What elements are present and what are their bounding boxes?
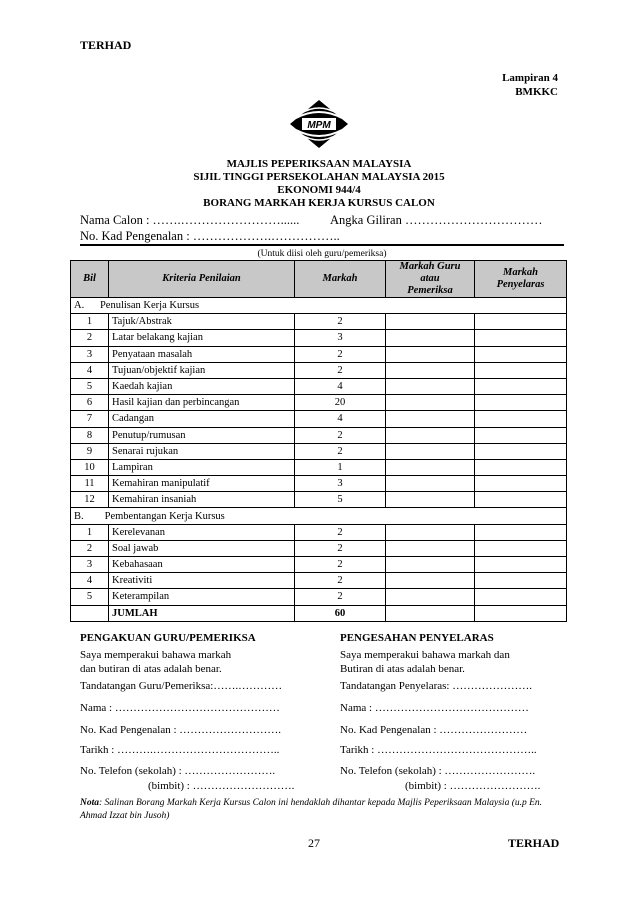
row-bil: 2 — [71, 540, 109, 556]
row-guru-mark-cell[interactable] — [386, 362, 475, 378]
row-guru-mark-cell[interactable] — [386, 524, 475, 540]
row-kriteria: Soal jawab — [109, 540, 295, 556]
marks-table — [70, 260, 567, 622]
table-row — [71, 378, 567, 394]
row-bil: 2 — [71, 330, 109, 346]
row-guru-mark-cell[interactable] — [386, 427, 475, 443]
coordinator-signature-field[interactable]: Tandatangan Penyelaras: …………………. — [340, 680, 532, 692]
table-row — [71, 492, 567, 508]
row-kriteria: Kreativiti — [109, 573, 295, 589]
total-label: JUMLAH — [109, 605, 295, 621]
row-guru-mark-cell[interactable] — [386, 492, 475, 508]
row-kriteria: Keterampilan — [109, 589, 295, 605]
table-row — [71, 589, 567, 605]
row-guru-mark-cell[interactable] — [386, 443, 475, 459]
row-guru-mark-cell[interactable] — [386, 346, 475, 362]
row-kriteria: Kerelevanan — [109, 524, 295, 540]
teacher-declaration-heading: PENGAKUAN GURU/PEMERIKSA — [80, 632, 256, 644]
row-coordinator-mark-cell[interactable] — [475, 378, 567, 394]
row-bil: 4 — [71, 362, 109, 378]
row-markah: 2 — [295, 443, 386, 459]
row-kriteria: Kemahiran manipulatif — [109, 476, 295, 492]
logo-text: MPM — [307, 120, 331, 131]
row-kriteria: Penyataan masalah — [109, 346, 295, 362]
table-row — [71, 330, 567, 346]
row-kriteria: Kaedah kajian — [109, 378, 295, 394]
row-guru-mark-cell[interactable] — [386, 557, 475, 573]
header-markah: Markah — [295, 261, 386, 298]
header-penyelaras-line2: Penyelaras — [496, 279, 545, 290]
row-markah: 2 — [295, 557, 386, 573]
row-kriteria: Lampiran — [109, 459, 295, 475]
section-row — [71, 508, 567, 524]
mpm-logo-icon — [288, 98, 350, 150]
teacher-signature-field[interactable]: Tandatangan Guru/Pemeriksa:…….………… — [80, 680, 283, 692]
row-coordinator-mark-cell[interactable] — [475, 573, 567, 589]
row-coordinator-mark-cell[interactable] — [475, 476, 567, 492]
header-penyelaras — [475, 261, 567, 298]
row-guru-mark-cell[interactable] — [386, 540, 475, 556]
row-kriteria: Hasil kajian dan perbincangan — [109, 395, 295, 411]
row-guru-mark-cell[interactable] — [386, 378, 475, 394]
row-markah: 2 — [295, 524, 386, 540]
row-kriteria: Tujuan/objektif kajian — [109, 362, 295, 378]
restricted-label-top: TERHAD — [80, 38, 132, 52]
row-coordinator-mark-cell[interactable] — [475, 314, 567, 330]
row-coordinator-mark-cell[interactable] — [475, 346, 567, 362]
section-a-label: A. Penulisan Kerja Kursus — [71, 298, 567, 314]
appendix-number: Lampiran 4 — [502, 72, 558, 84]
table-header-row — [71, 261, 567, 298]
row-markah: 3 — [295, 476, 386, 492]
row-coordinator-mark-cell[interactable] — [475, 443, 567, 459]
row-markah: 1 — [295, 459, 386, 475]
row-bil: 5 — [71, 589, 109, 605]
divider — [80, 244, 564, 246]
teacher-phone-mobile-field[interactable]: (bimbit) : ………………………. — [148, 780, 295, 792]
appendix-label — [502, 71, 558, 99]
row-guru-mark-cell[interactable] — [386, 395, 475, 411]
row-bil: 6 — [71, 395, 109, 411]
coordinator-date-field[interactable]: Tarikh : …………………………………….. — [340, 744, 537, 756]
row-guru-mark-cell[interactable] — [386, 314, 475, 330]
title-exam: SIJIL TINGGI PERSEKOLAHAN MALAYSIA 2015 — [193, 171, 445, 183]
coordinator-name-field[interactable]: Nama : …………………………………… — [340, 702, 529, 714]
row-bil: 5 — [71, 378, 109, 394]
section-row — [71, 298, 567, 314]
coordinator-text-1: Saya memperakui bahawa markah dan — [340, 649, 510, 661]
form-title-block — [80, 158, 558, 210]
row-markah: 2 — [295, 589, 386, 605]
table-row — [71, 411, 567, 427]
form-code: BMKKC — [515, 86, 558, 98]
row-markah: 2 — [295, 573, 386, 589]
table-row — [71, 395, 567, 411]
page-number: 27 — [308, 836, 320, 850]
table-row — [71, 346, 567, 362]
title-form: BORANG MARKAH KERJA KURSUS CALON — [203, 197, 435, 209]
table-row — [71, 443, 567, 459]
row-kriteria: Tajuk/Abstrak — [109, 314, 295, 330]
row-bil: 1 — [71, 524, 109, 540]
row-bil: 7 — [71, 411, 109, 427]
row-markah: 4 — [295, 411, 386, 427]
teacher-declaration-text-2: dan butiran di atas adalah benar. — [80, 663, 222, 675]
row-coordinator-mark-cell[interactable] — [475, 459, 567, 475]
row-kriteria: Penutup/rumusan — [109, 427, 295, 443]
note — [80, 797, 560, 823]
row-markah: 3 — [295, 330, 386, 346]
row-coordinator-mark-cell[interactable] — [475, 411, 567, 427]
row-guru-mark-cell[interactable] — [386, 330, 475, 346]
row-guru-mark-cell[interactable] — [386, 573, 475, 589]
teacher-date-field[interactable]: Tarikh : ……….…………………………….. — [80, 744, 280, 756]
table-row — [71, 476, 567, 492]
row-markah: 4 — [295, 378, 386, 394]
row-guru-mark-cell[interactable] — [386, 476, 475, 492]
header-penyelaras-line1: Markah — [502, 267, 538, 278]
note-text: : Salinan Borang Markah Kerja Kursus Calon ini hendaklah dihantar kepada Majlis Peperiksaan Malaysia (u.p En. Ahmad Izzat bin Jusoh) — [80, 798, 543, 821]
row-bil: 9 — [71, 443, 109, 459]
coordinator-verification-heading: PENGESAHAN PENYELARAS — [340, 632, 494, 644]
row-markah: 2 — [295, 540, 386, 556]
total-row — [71, 605, 567, 621]
title-subject: EKONOMI 944/4 — [277, 184, 361, 196]
row-markah: 2 — [295, 427, 386, 443]
note-label: Nota — [80, 798, 99, 808]
row-markah: 2 — [295, 314, 386, 330]
table-body — [71, 298, 567, 622]
row-bil: 3 — [71, 557, 109, 573]
row-markah: 2 — [295, 362, 386, 378]
row-bil: 1 — [71, 314, 109, 330]
row-coordinator-mark-cell[interactable] — [475, 492, 567, 508]
row-guru-mark-cell[interactable] — [386, 411, 475, 427]
total-value: 60 — [295, 605, 386, 621]
row-coordinator-mark-cell[interactable] — [475, 362, 567, 378]
teacher-declaration-text-1: Saya memperakui bahawa markah — [80, 649, 232, 661]
header-kriteria: Kriteria Penilaian — [109, 261, 295, 298]
row-coordinator-mark-cell[interactable] — [475, 395, 567, 411]
table-row — [71, 427, 567, 443]
coordinator-text-2: Butiran di atas adalah benar. — [340, 663, 465, 675]
row-coordinator-mark-cell[interactable] — [475, 524, 567, 540]
candidate-name-field[interactable]: Nama Calon : …….……………………...... — [80, 213, 300, 227]
row-markah: 2 — [295, 346, 386, 362]
total-guru-cell[interactable] — [386, 605, 475, 621]
row-coordinator-mark-cell[interactable] — [475, 540, 567, 556]
fill-instruction: (Untuk diisi oleh guru/pemeriksa) — [257, 249, 387, 259]
row-kriteria: Senarai rujukan — [109, 443, 295, 459]
row-bil: 8 — [71, 427, 109, 443]
section-b-label: B. Pembentangan Kerja Kursus — [71, 508, 567, 524]
header-bil: Bil — [71, 261, 109, 298]
row-kriteria: Latar belakang kajian — [109, 330, 295, 346]
row-coordinator-mark-cell[interactable] — [475, 330, 567, 346]
total-coordinator-cell[interactable] — [475, 605, 567, 621]
row-coordinator-mark-cell[interactable] — [475, 589, 567, 605]
table-row — [71, 557, 567, 573]
row-coordinator-mark-cell[interactable] — [475, 557, 567, 573]
row-bil: 10 — [71, 459, 109, 475]
restricted-label-bottom: TERHAD — [508, 836, 560, 850]
table-row — [71, 524, 567, 540]
coordinator-phone-school-field[interactable]: No. Telefon (sekolah) : ……………………. — [340, 765, 536, 777]
header-guru-line1: Markah Guru atau — [399, 261, 461, 284]
total-empty-cell — [71, 605, 109, 621]
row-markah: 20 — [295, 395, 386, 411]
teacher-phone-school-field[interactable]: No. Telefon (sekolah) : ……………………. — [80, 765, 276, 777]
header-guru — [386, 261, 475, 298]
row-bil: 4 — [71, 573, 109, 589]
row-markah: 5 — [295, 492, 386, 508]
title-council: MAJLIS PEPERIKSAAN MALAYSIA — [226, 158, 412, 170]
coordinator-ic-field[interactable]: No. Kad Pengenalan : …………………… — [340, 724, 528, 736]
row-bil: 12 — [71, 492, 109, 508]
teacher-name-field[interactable]: Nama : ……………………………………… — [80, 702, 280, 714]
row-bil: 3 — [71, 346, 109, 362]
row-bil: 11 — [71, 476, 109, 492]
table-row — [71, 573, 567, 589]
table-row — [71, 459, 567, 475]
row-kriteria: Kebahasaan — [109, 557, 295, 573]
coordinator-phone-mobile-field[interactable]: (bimbit) : ……………………. — [405, 780, 541, 792]
row-kriteria: Kemahiran insaniah — [109, 492, 295, 508]
row-guru-mark-cell[interactable] — [386, 589, 475, 605]
table-row — [71, 540, 567, 556]
header-guru-line2: Pemeriksa — [407, 285, 453, 296]
index-number-field[interactable]: Angka Giliran …………………………… — [330, 213, 543, 227]
table-row — [71, 362, 567, 378]
teacher-ic-field[interactable]: No. Kad Pengenalan : ………………………. — [80, 724, 282, 736]
ic-number-field[interactable]: No. Kad Pengenalan : ……………….…………….. — [80, 229, 340, 243]
row-coordinator-mark-cell[interactable] — [475, 427, 567, 443]
table-row — [71, 314, 567, 330]
row-kriteria: Cadangan — [109, 411, 295, 427]
row-guru-mark-cell[interactable] — [386, 459, 475, 475]
